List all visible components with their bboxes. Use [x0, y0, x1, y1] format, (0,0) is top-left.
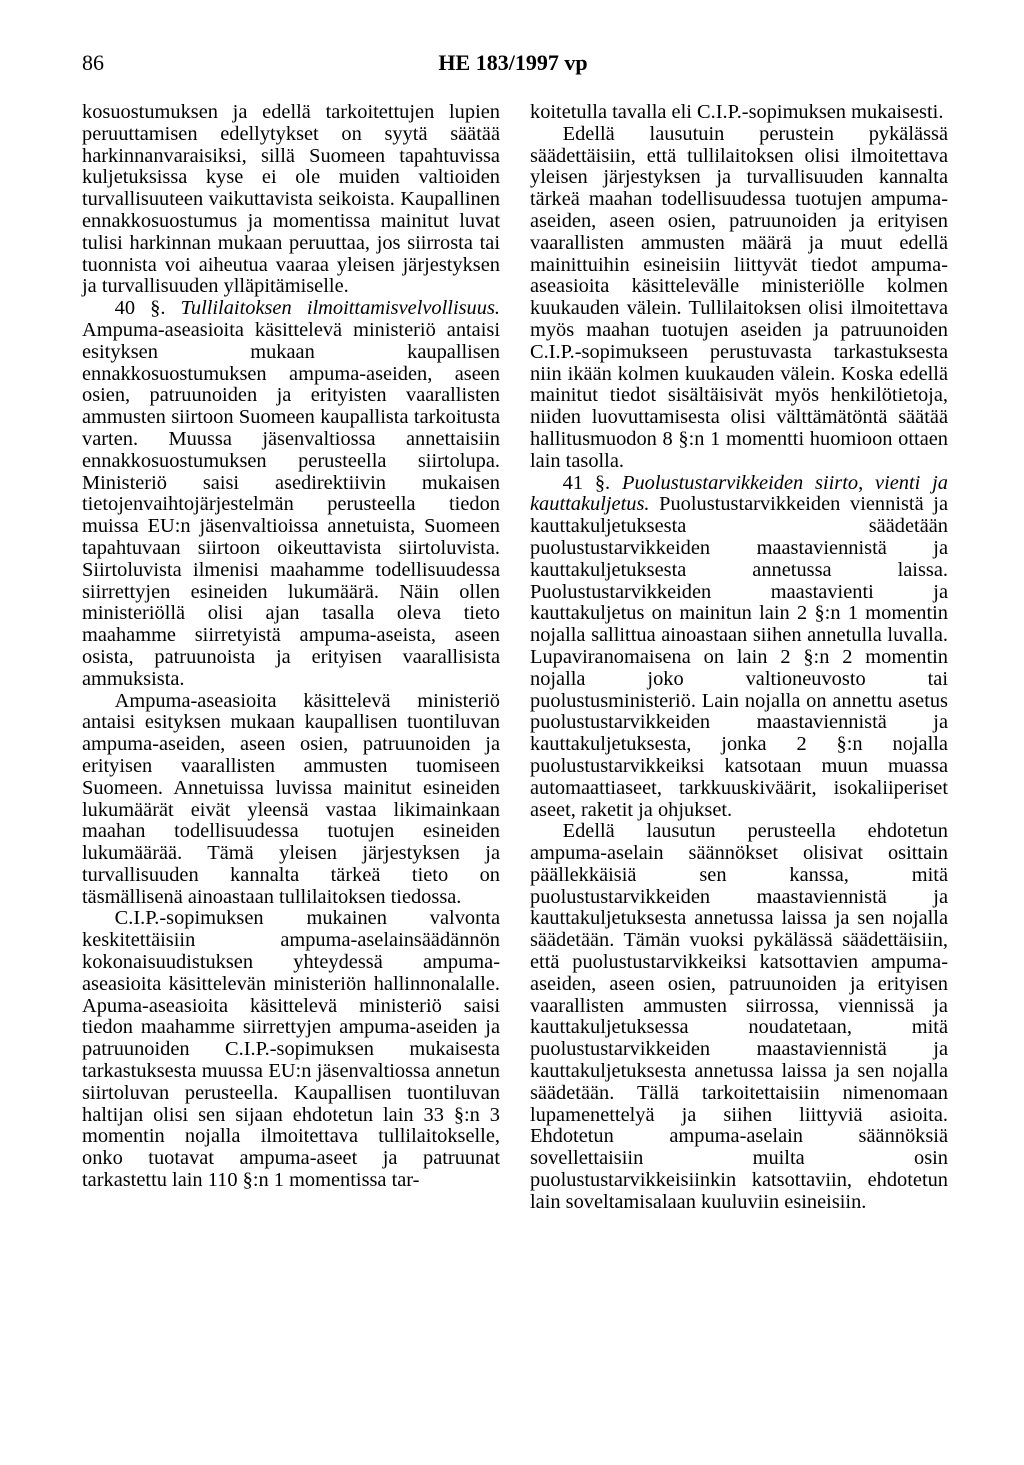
paragraph: Edellä lausutun perusteella ehdotetun ampuma-aselain säännökset olisivat osittain päällekkäisiä sen kanssa, mitä puolustustarvikkeiden maastaviennistä ja kauttakuljetuksesta annetussa laissa ja sen nojalla säädetään. Tämän vuoksi pykälässä säädettäisiin, että puolustustarvikkeiksi katsottavien ampuma-aseiden, aseen osien, patruunoiden ja erityisen vaarallisten ammusten siirrossa, viennissä ja kauttakuljetuksessa noudatetaan, mitä puolustustarvikkeiden maastaviennistä ja kauttakuljetuksesta annetussa laissa ja sen nojalla säädetään. Tällä tarkoitettaisiin nimenomaan lupamenettelyä ja siihen liittyviä asioita. Ehdotetun ampuma-aselain säännöksiä sovellettaisiin muilta osin puolustustarvikkeisiinkin katsottaviin, ehdotetun lain soveltamisalaan kuuluviin esineisiin.: [530, 820, 948, 1213]
section-body: Ampuma-aseasioita käsittelevä ministeriö antaisi esityksen mukaan kaupallisen ennakkosuostumuksen ampuma-aseiden, aseen osien, patruunoiden ja erityisten vaarallisten ammusten siirtoon Suomeen kaupallista tarkoitusta varten. Muussa jäsenvaltiossa annettaisiin ennakkosuostumuksen perusteella siirtolupa. Ministeriö saisi asedirektiivin mukaisen tietojenvaihtojärjestelmän perusteella tiedon muissa EU:n jäsenvaltioissa annetuista, Suomeen tapahtuvaan siirtoon oikeuttavista siirtoluvista. Siirtoluvista ilmenisi maahamme todellisuudessa siirrettyjen esineiden lukumäärä. Näin ollen ministeriöllä olisi ajan tasalla oleva tieto maahamme siirretyistä ampuma-aseista, aseen osista, patruunoista ja erityisen vaarallisista ammuksista.: [82, 318, 500, 690]
section-number: 41 §.: [562, 471, 611, 494]
document-identifier: HE 183/1997 vp: [438, 50, 588, 75]
section-number: 40 §.: [114, 297, 166, 320]
paragraph-continuation: koitetulla tavalla eli C.I.P.-sopimuksen mukaisesti.: [530, 101, 944, 123]
section-title: Puolustustarvikkeiden siirto, vienti ja kauttakuljetus.: [530, 471, 948, 516]
paragraph: C.I.P.-sopimuksen mukainen valvonta keskitettäisiin ampuma-aselainsäädännön kokonaisuudistuksen yhteydessä ampuma-aseasioita käsittelevän ministeriön hallinnonalalle. Apuma-aseasioita käsittelevä ministeriö saisi tiedon maahamme siirrettyjen ampuma-aseiden ja patruunoiden C.I.P.-sopimuksen mukaisesta tarkastuksesta muussa EU:n jäsenvaltiossa annetun siirtoluvan perusteella. Kaupallisen tuontiluvan haltijan olisi sen sijaan ehdotetun lain 33 §:n 3 momentin nojalla ilmoitettava tullilaitokselle, onko tuotavat ampuma-aseet ja patruunat tarkastettu lain 110 §:n 1 momentissa tar-: [82, 907, 500, 1192]
left-column: [82, 102, 500, 1192]
section-title: Tullilaitoksen ilmoittamisvelvollisuus.: [180, 297, 500, 320]
paragraph-continuation: kosuostumuksen ja edellä tarkoitettujen lupien peruuttamisen edellytykset on syytä säätää harkinnanvaraisiksi, sillä Suomeen tapahtuvissa kuljetuksissa kyse ei ole muiden valtioiden turvallisuuteen vaikuttavista seikoista. Kaupallinen ennakkosuostumus ja momentissa mainitut luvat tulisi harkinnan mukaan peruuttaa, jos siirrosta tai tuonnista voi aiheutua vaaraa yleisen järjestyksen ja turvallisuuden ylläpitämiselle.: [82, 101, 500, 298]
section-41-paragraph: [530, 473, 948, 822]
paragraph: Edellä lausutuin perustein pykälässä säädettäisiin, että tullilaitoksen olisi ilmoitettava yleisen järjestyksen ja turvallisuuden kannalta tärkeä maahan todellisuudessa tuotujen ampuma-aseiden, aseen osien, patruunoiden ja erityisen vaarallisten ammusten määrä ja muut edellä mainittuihin esineisiin liittyvät tiedot ampuma-aseasioita käsittelevälle ministeriölle kolmen kuukauden välein. Tullilaitoksen olisi ilmoitettava myös maahan tuotujen aseiden ja patruunoiden C.I.P.-sopimukseen perustuvasta tarkastuksesta niin ikään kolmen kuukauden välein. Koska edellä mainitut tiedot sisältäisivät myös henkilötietoja, niiden luovuttamisesta olisi välttämätöntä säätää hallitusmuodon 8 §:n 1 momentti huomioon ottaen lain tasolla.: [530, 122, 948, 472]
page-header: [82, 50, 944, 82]
section-body: Puolustustarvikkeiden viennistä ja kauttakuljetuksesta säädetään puolustustarvikkeiden maastaviennistä ja kauttakuljetuksesta annetussa laissa. Puolustustarvikkeiden maastavienti ja kauttakuljetus on mainitun lain 2 §:n 1 momentin nojalla sallittua ainoastaan siihen annetulla luvalla. Lupaviranomaisena on lain 2 §:n 2 momentin nojalla joko valtioneuvosto tai puolustusministeriö. Lain nojalla on annettu asetus puolustustarvikkeiden maastaviennistä ja kauttakuljetuksesta, jonka 2 §:n nojalla puolustustarvikkeiksi katsotaan muun muassa automaattiaseet, tarkkuuskiväärit, isokaliiperiset aseet, raketit ja ohjukset.: [530, 493, 948, 821]
page-number: 86: [82, 50, 104, 75]
paragraph: Ampuma-aseasioita käsittelevä ministeriö antaisi esityksen mukaan kaupallisen tuontiluvan ampuma-aseiden, aseen osien, patruunoiden ja erityisen vaarallisten ammusten tuomiseen Suomeen. Annetuissa luvissa mainitut esineiden lukumäärät eivät yleensä vastaa likimainkaan maahan todellisuudessa tuotujen esineiden lukumäärää. Tämä yleisen järjestyksen ja turvallisuuden kannalta tärkeä tieto on täsmällisenä ainoastaan tullilaitoksen tiedossa.: [82, 689, 500, 908]
right-column: [530, 102, 948, 1214]
section-40-paragraph: [82, 298, 500, 690]
